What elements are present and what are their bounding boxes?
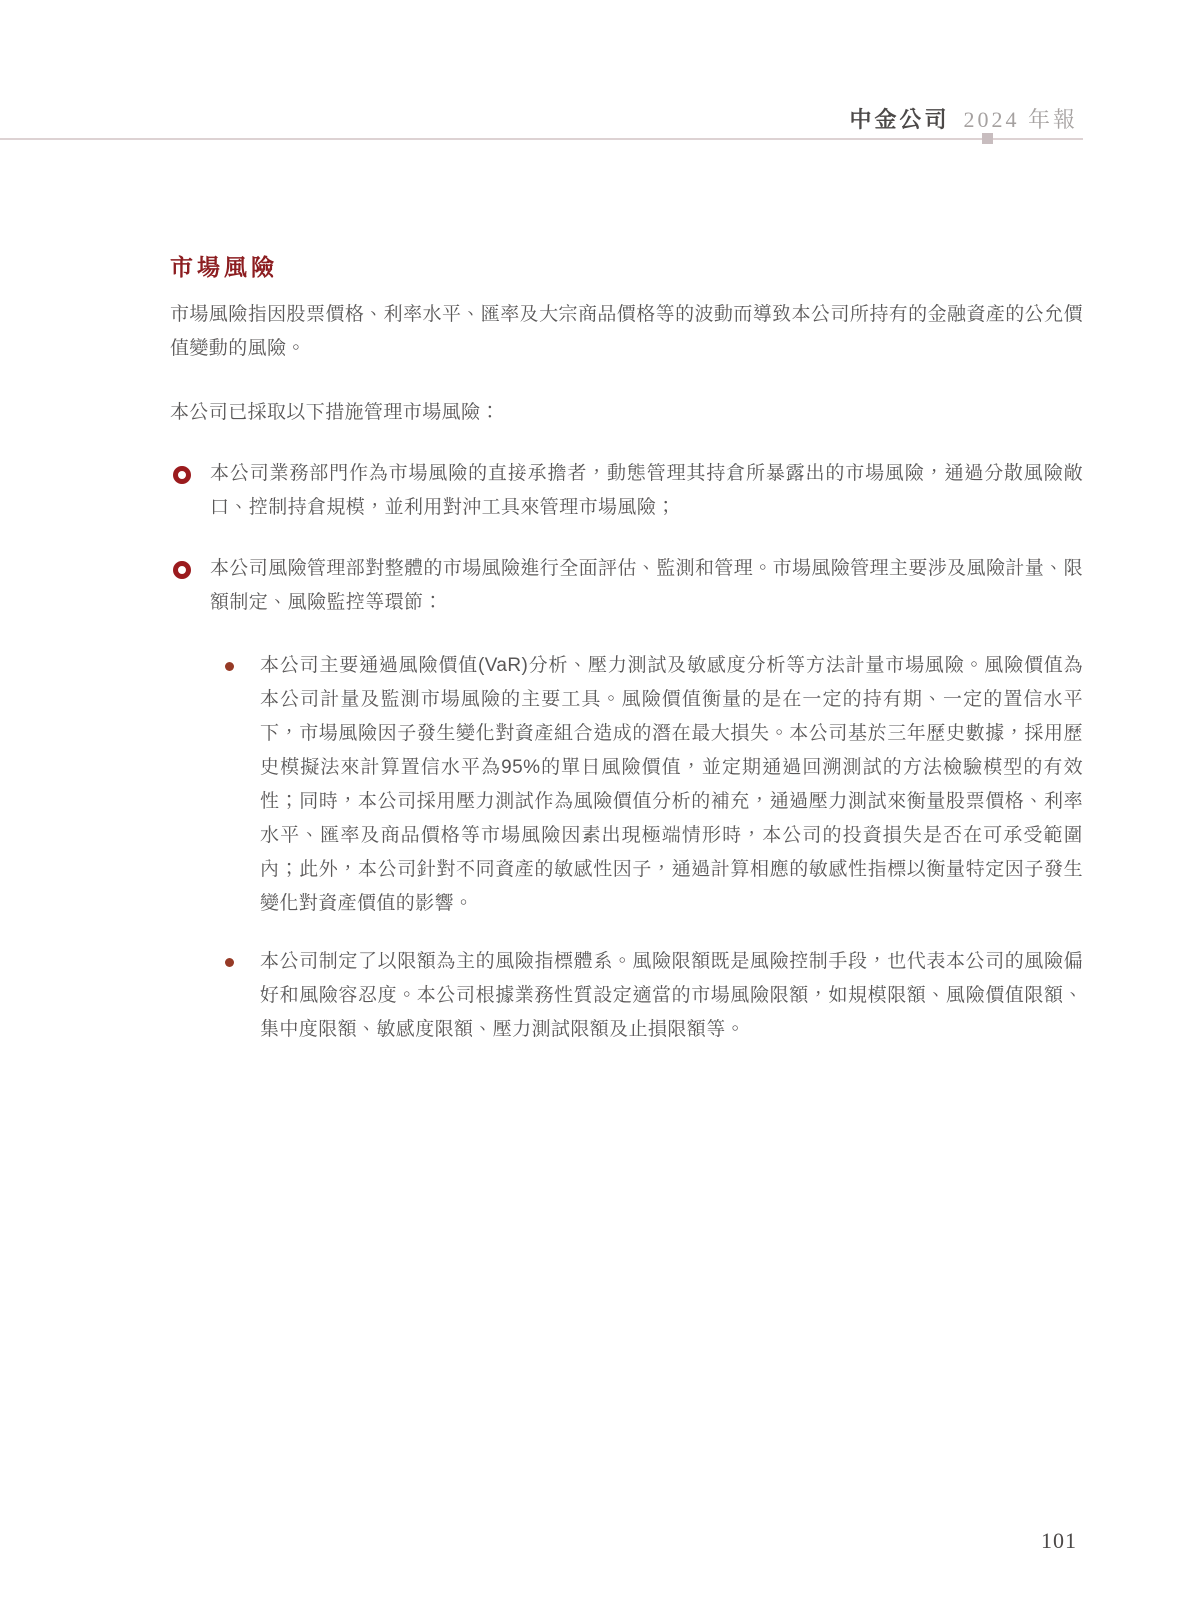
bullet-item bbox=[170, 457, 1083, 525]
dot-bullet-icon bbox=[225, 958, 234, 967]
running-head bbox=[849, 103, 1078, 134]
sub-bullet-text: 本公司主要通過風險價值(VaR)分析、壓力測試及敏感度分析等方法計量市場風險。風險價值為本公司計量及監測市場風險的主要工具。風險價值衡量的是在一定的持有期、一定的置信水平下，市場風險因子發生變化對資產組合造成的潛在最大損失。本公司基於三年歷史數據，採用歷史模擬法來計算置信水平為95%的單日風險價值，並定期通過回溯測試的方法檢驗模型的有效性；同時，本公司採用壓力測試作為風險價值分析的補充，通過壓力測試來衡量股票價格、利率水平、匯率及商品價格等市場風險因素出現極端情形時，本公司的投資損失是否在可承受範圍內；此外，本公司針對不同資產的敏感性因子，通過計算相應的敏感性指標以衡量特定因子發生變化對資產價值的影響。 bbox=[260, 655, 1083, 914]
sub-bullet-text: 本公司制定了以限額為主的風險指標體系。風險限額既是風險控制手段，也代表本公司的風險偏好和風險容忍度。本公司根據業務性質設定適當的市場風險限額，如規模限額、風險價值限額、集中度限額、敏感度限額、壓力測試限額及止損限額等。 bbox=[260, 951, 1083, 1040]
sub-bullet-item bbox=[170, 649, 1083, 921]
section-title: 市場風險 bbox=[170, 254, 278, 280]
intro-paragraph: 市場風險指因股票價格、利率水平、匯率及大宗商品價格等的波動而導致本公司所持有的金融資產的公允價值變動的風險。 bbox=[170, 304, 1083, 359]
bullet-text: 本公司風險管理部對整體的市場風險進行全面評估、監測和管理。市場風險管理主要涉及風險計量、限額制定、風險監控等環節： bbox=[210, 558, 1084, 613]
bullet-text: 本公司業務部門作為市場風險的直接承擔者，動態管理其持倉所暴露出的市場風險，通過分散風險敞口、控制持倉規模，並利用對沖工具來管理市場風險； bbox=[210, 463, 1083, 518]
page-body bbox=[170, 140, 1083, 1047]
dot-bullet-icon bbox=[225, 662, 234, 671]
ring-bullet-icon bbox=[173, 561, 191, 579]
bullet-item bbox=[170, 552, 1083, 620]
company-name: 中金公司 bbox=[849, 107, 950, 132]
report-year: 2024 年報 bbox=[963, 107, 1078, 132]
ring-bullet-icon bbox=[173, 466, 191, 484]
page-number: 101 bbox=[1041, 1528, 1077, 1553]
sub-bullet-item bbox=[170, 945, 1083, 1047]
measures-lead: 本公司已採取以下措施管理市場風險： bbox=[170, 402, 500, 423]
